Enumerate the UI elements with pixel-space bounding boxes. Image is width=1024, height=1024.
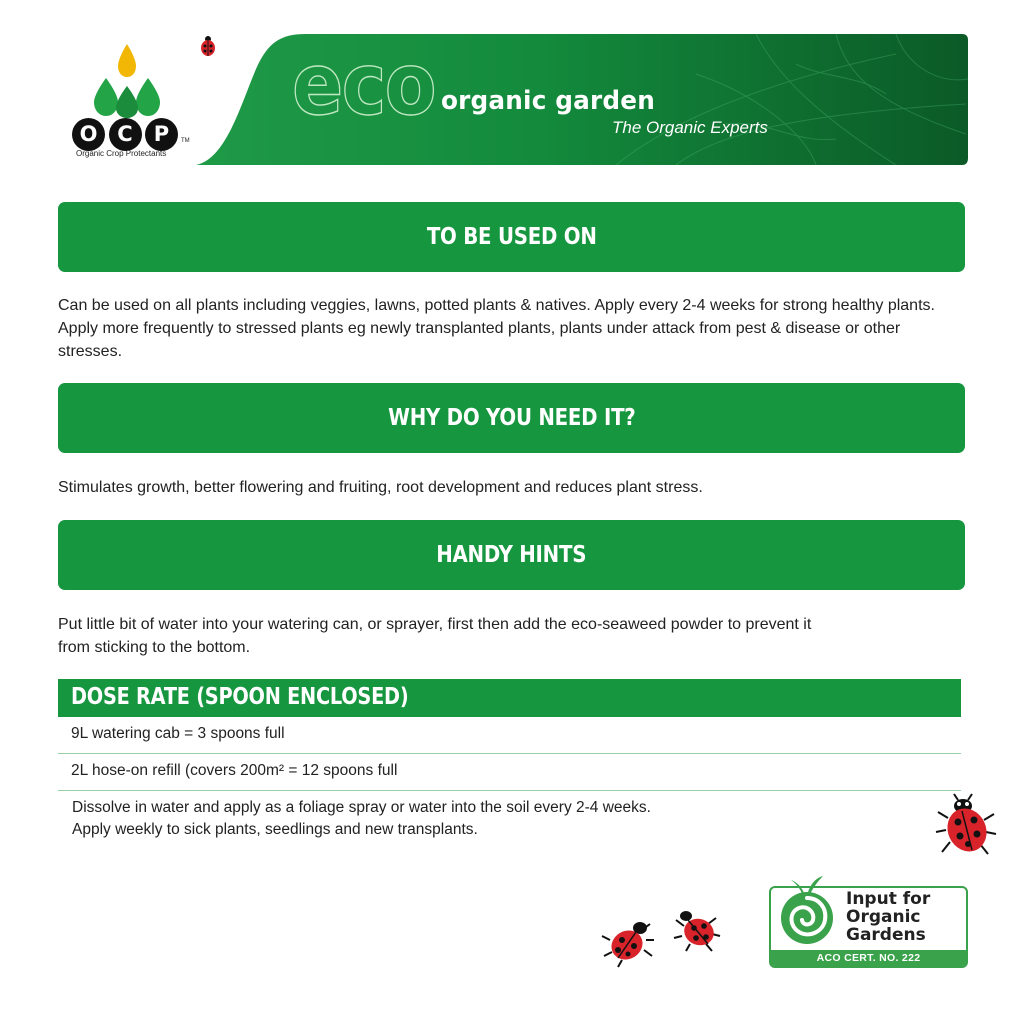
organic-spiral-icon [775, 866, 841, 950]
cert-label [846, 890, 961, 944]
ladybug-icon [600, 912, 656, 968]
cert-line: Gardens [846, 925, 926, 945]
dose-note [72, 797, 651, 841]
section-heading-used-on [58, 202, 965, 272]
hints-line: Put little bit of water into your watering can, or sprayer, first then add the eco-seaweed powder to prevent it [58, 616, 812, 633]
ocp-drops-graphic [66, 40, 196, 120]
ocp-letter-o: O [72, 118, 105, 151]
ocp-letter-c: C [109, 118, 142, 151]
dose-rate-heading-text: DOSE RATE (SPOON ENCLOSED) [71, 684, 409, 710]
hints-line: from sticking to the bottom. [58, 639, 251, 656]
why-paragraph: Stimulates growth, better flowering and fruiting, root development and reduces plant stress. [58, 479, 703, 496]
hints-paragraph [58, 613, 968, 659]
dose-row [58, 754, 961, 791]
dose-row-text: 2L hose-on refill (covers 200m² = 12 spoons full [71, 762, 398, 779]
section-heading-text: TO BE USED ON [426, 224, 597, 250]
section-heading-text: WHY DO YOU NEED IT? [387, 405, 636, 431]
cert-line: Organic [846, 907, 921, 927]
ladybug-icon [672, 906, 722, 952]
ocp-logo [66, 40, 196, 164]
cert-number: ACO CERT. NO. 222 [769, 950, 968, 966]
ocp-letters [72, 118, 178, 152]
dose-rate-heading [58, 679, 961, 717]
section-heading-text: HANDY HINTS [436, 542, 587, 568]
dose-row [58, 717, 961, 754]
dose-note-line: Apply weekly to sick plants, seedlings and new transplants. [72, 821, 478, 838]
cert-line: Input for [846, 889, 931, 909]
eco-wordmark: eco [292, 35, 435, 135]
ladybug-icon [196, 34, 220, 58]
section-heading-why [58, 383, 965, 453]
dose-note-line: Dissolve in water and apply as a foliage spray or water into the soil every 2-4 weeks. [72, 799, 651, 816]
dose-row-text: 9L watering cab = 3 spoons full [71, 725, 285, 742]
slogan: The Organic Experts [612, 118, 768, 137]
organic-garden-title: organic garden [441, 86, 656, 116]
aco-certification-badge [769, 866, 966, 966]
ladybug-icon [934, 792, 998, 858]
trademark-mark: TM [181, 138, 190, 144]
section-heading-hints [58, 520, 965, 590]
used-on-paragraph: Can be used on all plants including veggies, lawns, potted plants & natives. Apply every 2-4 weeks for strong healthy plants. Apply more frequently to stressed plants eg newly transplanted plants, plants under attack from pest & disease or other stresses. [58, 297, 935, 360]
eco-organic-garden-banner [196, 34, 968, 165]
ocp-tagline: Organic Crop Protectants [76, 149, 167, 158]
ocp-letter-p: P [145, 118, 178, 151]
